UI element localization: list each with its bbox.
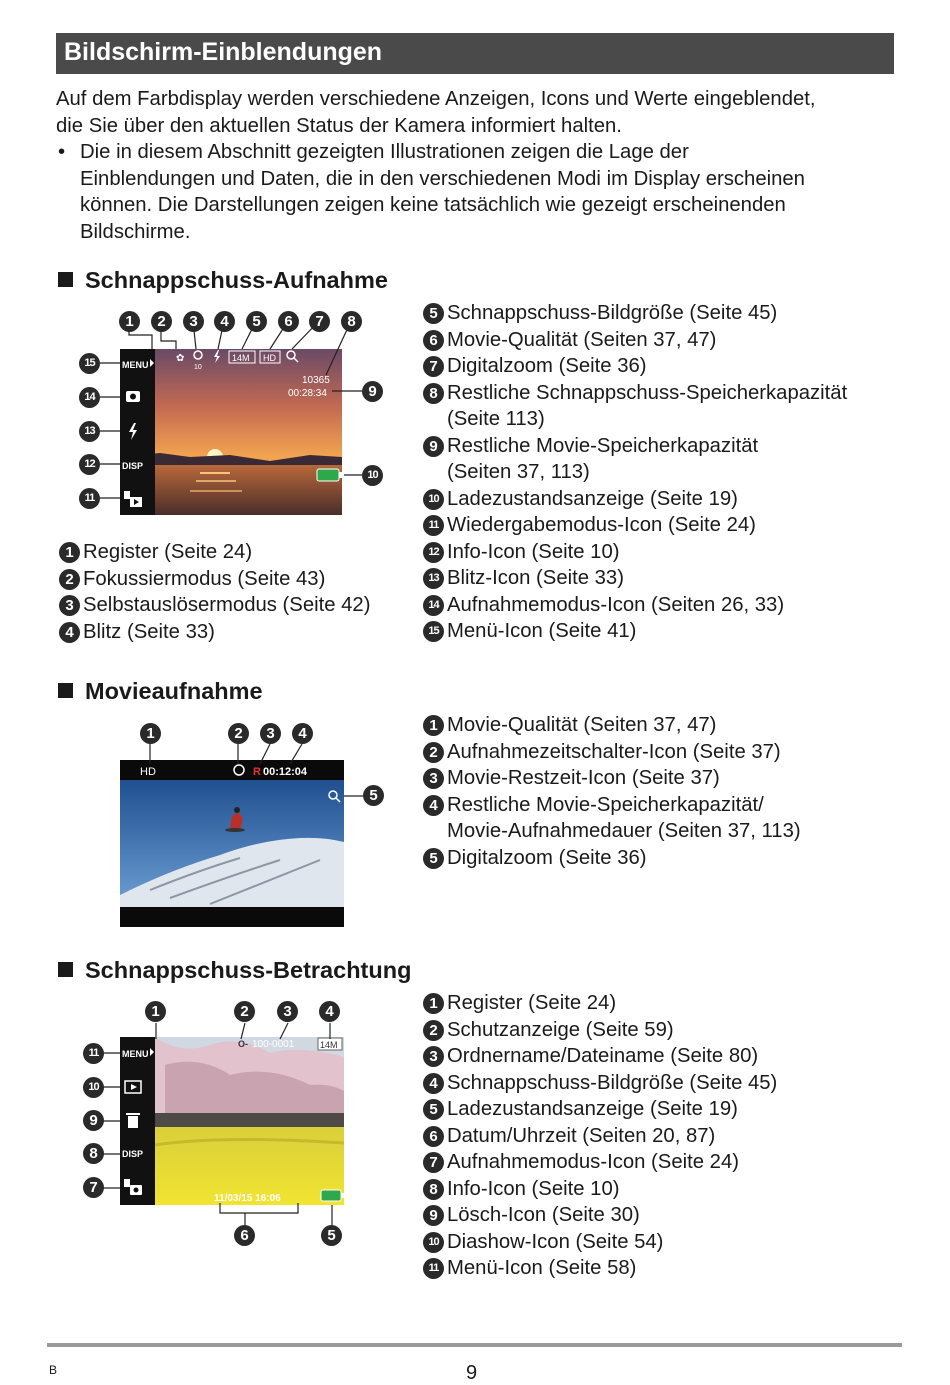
list-item: 3 Selbstauslösermodus (Seite 42) [59,592,370,619]
quality-value: HD [263,353,276,363]
section-heading-snapshot-view [58,956,411,984]
square-bullet-icon [58,683,73,698]
list-item: 4 Restliche Movie-Speicherkapazität/ [423,792,801,819]
list-item: 14 Aufnahmemodus-Icon (Seiten 26, 33) [423,592,847,619]
callout-1: 1 [145,1001,166,1022]
section-heading-text: Schnappschuss-Betrachtung [85,957,412,983]
list-item-continuation: (Seite 113) [447,408,545,430]
remaining-shots: 10365 [302,375,330,386]
callout-7: 7 [83,1177,104,1198]
list-item: 9 Restliche Movie-Speicherkapazität [423,433,847,460]
callout-2: 2 [228,723,249,744]
section-heading-text: Movieaufnahme [85,678,263,704]
datetime-value: 11/03/15 16:06 [214,1193,281,1204]
bullet-line: Einblendungen und Daten, die in den verschiedenen Modi im Display erscheinen [80,167,805,190]
list-item: 3 Ordnername/Dateiname (Seite 80) [423,1043,777,1070]
list-item: 1 Movie-Qualität (Seiten 37, 47) [423,712,801,739]
callout-6: 6 [234,1225,255,1246]
list-item: 8 Info-Icon (Seite 10) [423,1176,777,1203]
callout-8: 8 [341,311,362,332]
section-heading-snapshot-rec [58,266,388,294]
callout-3: 3 [260,723,281,744]
bullet-line: Die in diesem Abschnitt gezeigten Illustrationen zeigen die Lage der [80,141,689,163]
list-item: 15 Menü-Icon (Seite 41) [423,618,847,645]
list-item: 1 Register (Seite 24) [423,990,777,1017]
list-item: 2 Schutzanzeige (Seite 59) [423,1017,777,1044]
callout-6: 6 [278,311,299,332]
movie-rec-list [423,712,801,871]
callout-11: 11 [79,488,100,509]
svg-text:MENU: MENU [122,1049,149,1059]
svg-text:DISP: DISP [122,461,144,471]
bullet-dot: • [58,141,66,163]
movie-time-value: 00:12:04 [263,766,308,778]
list-item: 5 Schnappschuss-Bildgröße (Seite 45) [423,300,847,327]
list-item: 2 Aufnahmezeitschalter-Icon (Seite 37) [423,739,801,766]
intro-bullet [56,139,906,245]
list-item-continuation: (Seiten 37, 113) [447,461,590,483]
callout-10: 10 [362,465,383,486]
callout-13: 13 [79,421,100,442]
svg-text:DISP: DISP [122,1149,144,1159]
bullet-line: können. Die Darstellungen zeigen keine tatsächlich wie gezeigt erscheinenden [80,194,786,216]
list-item: 6 Movie-Qualität (Seiten 37, 47) [423,327,847,354]
bullet-line: Bildschirme. [80,220,191,243]
movie-rec-screen-illustration [110,720,400,930]
snapshot-rec-left-list [59,539,370,645]
callout-3: 3 [183,311,204,332]
callout-2: 2 [234,1001,255,1022]
callout-2: 2 [151,311,172,332]
list-item: 11 Menü-Icon (Seite 58) [423,1255,777,1282]
list-item: 3 Movie-Restzeit-Icon (Seite 37) [423,765,801,792]
list-item: 10 Diashow-Icon (Seite 54) [423,1229,777,1256]
list-item: 12 Info-Icon (Seite 10) [423,539,847,566]
size-value: 14M [232,353,250,363]
list-item: 5 Ladezustandsanzeige (Seite 19) [423,1096,777,1123]
movie-rec-indicator: R [253,766,261,778]
page-number: 9 [466,1362,478,1384]
list-item: 1 Register (Seite 24) [59,539,370,566]
callout-4: 4 [319,1001,340,1022]
intro-line: die Sie über den aktuellen Status der Kamera informiert halten. [56,114,622,137]
snapshot-view-screen-illustration [70,995,400,1255]
square-bullet-icon [58,272,73,287]
list-item: 11 Wiedergabemodus-Icon (Seite 24) [423,512,847,539]
list-item: 2 Fokussiermodus (Seite 43) [59,566,370,593]
list-item: 9 Lösch-Icon (Seite 30) [423,1202,777,1229]
callout-1: 1 [140,723,161,744]
filename-value: 100-0001 [252,1039,295,1050]
intro [56,86,906,245]
snapshot-rec-screen-illustration [70,305,400,530]
square-bullet-icon [58,962,73,977]
list-item: 7 Aufnahmemodus-Icon (Seite 24) [423,1149,777,1176]
callout-10: 10 [83,1077,104,1098]
movie-quality-value: HD [140,766,156,778]
snapshot-view-list [423,990,777,1282]
selftimer-value: 10 [194,364,202,371]
callout-4: 4 [214,311,235,332]
callout-5: 5 [363,785,384,806]
callout-4: 4 [292,723,313,744]
footer-rule [47,1343,902,1347]
list-item-continuation: Movie-Aufnahmedauer (Seiten 37, 113) [447,820,801,842]
svg-text:O-: O- [238,1039,248,1049]
svg-text:MENU: MENU [122,360,149,370]
list-item: 13 Blitz-Icon (Seite 33) [423,565,847,592]
callout-3: 3 [277,1001,298,1022]
callout-7: 7 [309,311,330,332]
list-item: 5 Digitalzoom (Seite 36) [423,845,801,872]
callout-15: 15 [79,353,100,374]
intro-line: Auf dem Farbdisplay werden verschiedene Anzeigen, Icons und Werte eingeblendet, [56,88,816,110]
list-item: 7 Digitalzoom (Seite 36) [423,353,847,380]
snapshot-rec-right-list [423,300,847,645]
svg-text:✿: ✿ [176,353,185,364]
list-item: 6 Datum/Uhrzeit (Seiten 20, 87) [423,1123,777,1150]
callout-14: 14 [79,387,100,408]
list-item: 4 Blitz (Seite 33) [59,619,370,646]
callout-9: 9 [362,381,383,402]
callout-5: 5 [321,1225,342,1246]
list-item: 4 Schnappschuss-Bildgröße (Seite 45) [423,1070,777,1097]
footer-language-code: B [49,1363,58,1377]
section-heading-text: Schnappschuss-Aufnahme [85,267,388,293]
page-title: Bildschirm-Einblendungen [64,38,383,66]
list-item: 10 Ladezustandsanzeige (Seite 19) [423,486,847,513]
view-size-value: 14M [320,1040,338,1050]
callout-9: 9 [83,1110,104,1131]
section-heading-movie-rec [58,677,263,705]
list-item: 8 Restliche Schnappschuss-Speicherkapazität [423,380,847,407]
callout-8: 8 [83,1143,104,1164]
callout-1: 1 [119,311,140,332]
callout-5: 5 [246,311,267,332]
remaining-time: 00:28:34 [288,388,327,399]
callout-12: 12 [79,454,100,475]
callout-11: 11 [83,1043,104,1064]
